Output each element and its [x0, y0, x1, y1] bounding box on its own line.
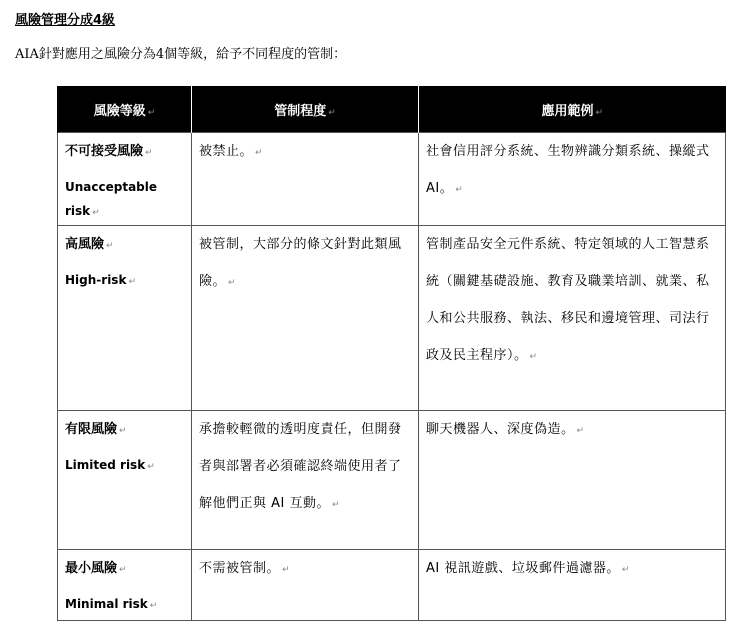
control-level-cell: 不需被管制。 ↵	[192, 550, 419, 621]
application-examples-cell: 管制產品安全元件系統、特定領域的人工智慧系統（關鍵基礎設施、教育及職業培訓、就業、私人和公共服務、執法、移民和邊境管理、司法行政及民主程序）。 ↵	[419, 226, 726, 411]
risk-level-en: Limited risk ↵	[65, 458, 155, 472]
table-row	[58, 133, 726, 226]
application-examples-cell: 聊天機器人、深度偽造。 ↵	[419, 411, 726, 550]
risk-level-cell	[58, 411, 192, 550]
document-title: 風險管理分成4級	[15, 13, 116, 28]
risk-level-zh: 最小風險 ↵	[65, 561, 127, 576]
intro-paragraph: AIA針對應用之風險分為4個等級，給予不同程度的管制：	[15, 47, 347, 62]
table-row	[58, 411, 726, 550]
table-header-row	[58, 86, 726, 133]
risk-level-cell	[58, 133, 192, 226]
control-level-cell: 被管制，大部分的條文針對此類風險。 ↵	[192, 226, 419, 411]
header-control-level: 管制程度 ↵	[192, 86, 419, 133]
table-row	[58, 226, 726, 411]
control-level-cell: 被禁止。 ↵	[192, 133, 419, 226]
risk-level-en: High-risk ↵	[65, 273, 136, 287]
risk-level-cell	[58, 226, 192, 411]
risk-level-en: Minimal risk ↵	[65, 597, 158, 611]
risk-level-zh: 有限風險 ↵	[65, 422, 127, 437]
risk-level-table	[57, 86, 726, 621]
header-application-examples: 應用範例 ↵	[419, 86, 726, 133]
header-risk-level: 風險等級 ↵	[58, 86, 192, 133]
risk-level-cell	[58, 550, 192, 621]
risk-level-en: Unacceptable risk ↵	[65, 180, 158, 218]
risk-level-zh: 高風險 ↵	[65, 237, 114, 252]
risk-level-zh: 不可接受風險 ↵	[65, 144, 153, 159]
application-examples-cell: AI 視訊遊戲、垃圾郵件過濾器。 ↵	[419, 550, 726, 621]
control-level-cell: 承擔較輕微的透明度責任，但開發者與部署者必須確認終端使用者了解他們正與 AI 互動。 ↵	[192, 411, 419, 550]
application-examples-cell: 社會信用評分系統、生物辨識分類系統、操縱式 AI。 ↵	[419, 133, 726, 226]
table-row	[58, 550, 726, 621]
